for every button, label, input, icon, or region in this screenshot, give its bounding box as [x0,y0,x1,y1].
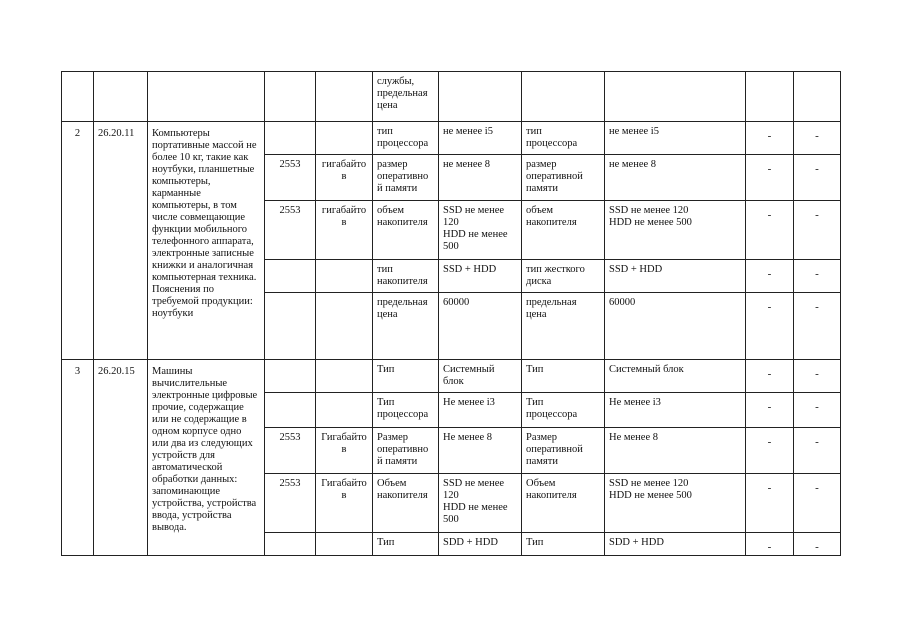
dash-cell: - [794,260,841,293]
characteristic-cell: объем накопителя [373,201,439,260]
cell-empty [148,72,265,122]
okei-code [265,122,316,155]
value-cell: не менее i5 [439,122,522,155]
dash-cell: - [794,201,841,260]
characteristic-cell: Тип процессора [522,393,605,428]
characteristic-cell: Размер оперативной памяти [522,428,605,474]
value-cell: Не менее i3 [439,393,522,428]
cell-empty [439,72,522,122]
okei-code [265,293,316,360]
dash-cell: - [794,122,841,155]
product-description: Компьютеры портативные массой не более 10 кг, такие как ноутбуки, планшетные компьютеры, карманные компьютеры, в том числе совмещающие функции мобильного телефонного аппарата, электронные записные книжки и аналогичная компьютерная техника. Пояснения по требуемой продукции: ноутбуки [148,122,265,360]
cell-empty [746,72,794,122]
value-cell: SSD не менее 120 HDD не менее 500 [439,474,522,533]
dash-cell: - [794,360,841,393]
characteristic-cell: тип процессора [522,122,605,155]
dash-cell: - [794,474,841,533]
dash-cell: - [746,260,794,293]
okei-code: 2553 [265,201,316,260]
unit-name [316,360,373,393]
characteristic-cell: тип процессора [373,122,439,155]
value-cell: SSD + HDD [439,260,522,293]
characteristic-cell: Тип процессора [373,393,439,428]
table-row [62,72,841,122]
cell-empty [62,72,94,122]
cell-empty [522,72,605,122]
unit-name [316,122,373,155]
dash-cell: - [746,360,794,393]
unit-name [316,293,373,360]
characteristic-cell: Тип [522,533,605,556]
okei-code: 2553 [265,474,316,533]
dash-cell: - [746,293,794,360]
value-cell: SDD + HDD [439,533,522,556]
dash-cell: - [746,155,794,201]
okei-code [265,533,316,556]
cell-empty [316,72,373,122]
value-cell: 60000 [605,293,746,360]
unit-name: Гигабайто в [316,428,373,474]
table-row [62,360,841,393]
value-cell: не менее i5 [605,122,746,155]
dash-cell: - [794,533,841,556]
characteristic-cell: Тип [373,360,439,393]
characteristic-cell: размер оперативной памяти [522,155,605,201]
okpd-code: 26.20.11 [94,122,148,360]
characteristic-cell: Размер оперативно й памяти [373,428,439,474]
row-number: 2 [62,122,94,360]
characteristic-cell: тип накопителя [373,260,439,293]
table-row [62,122,841,155]
cell-empty [94,72,148,122]
value-cell: Не менее i3 [605,393,746,428]
characteristic-cell: Объем накопителя [522,474,605,533]
value-cell: Системный блок [439,360,522,393]
value-cell: не менее 8 [439,155,522,201]
characteristic-cell: предельная цена [522,293,605,360]
characteristic-cell: объем накопителя [522,201,605,260]
value-cell: 60000 [439,293,522,360]
value-cell: SSD не менее 120 HDD не менее 500 [605,201,746,260]
dash-cell: - [794,155,841,201]
value-cell: SSD не менее 120 HDD не менее 500 [439,201,522,260]
procurement-requirements-table [61,71,841,556]
dash-cell: - [746,122,794,155]
value-cell: Не менее 8 [605,428,746,474]
unit-name [316,393,373,428]
dash-cell: - [794,293,841,360]
value-cell: SSD + HDD [605,260,746,293]
characteristic-cell: предельная цена [373,293,439,360]
okei-code: 2553 [265,155,316,201]
okei-code [265,260,316,293]
dash-cell: - [746,474,794,533]
cell-empty [794,72,841,122]
unit-name [316,260,373,293]
unit-name: гигабайто в [316,155,373,201]
dash-cell: - [794,393,841,428]
value-cell: SDD + HDD [605,533,746,556]
unit-name: Гигабайто в [316,474,373,533]
characteristic-cell: Тип [373,533,439,556]
dash-cell: - [746,201,794,260]
characteristic-cell: Тип [522,360,605,393]
dash-cell: - [746,428,794,474]
value-cell: SSD не менее 120 HDD не менее 500 [605,474,746,533]
unit-name: гигабайто в [316,201,373,260]
characteristic-cell: тип жесткого диска [522,260,605,293]
row-number: 3 [62,360,94,556]
dash-cell: - [794,428,841,474]
okei-code [265,393,316,428]
value-cell: не менее 8 [605,155,746,201]
okpd-code: 26.20.15 [94,360,148,556]
value-cell: Не менее 8 [439,428,522,474]
characteristic-cell: Объем накопителя [373,474,439,533]
characteristic-cell: размер оперативно й памяти [373,155,439,201]
value-cell: Системный блок [605,360,746,393]
product-description: Машины вычислительные электронные цифровые прочие, содержащие или не содержащие в одном корпусе одно или два из следующих устройств для автоматической обработки данных: запоминающие устройства, устройства ввода, устройства вывода. [148,360,265,556]
cell-empty [265,72,316,122]
dash-cell: - [746,393,794,428]
characteristic-cell: службы, предельная цена [373,72,439,122]
unit-name [316,533,373,556]
cell-empty [605,72,746,122]
okei-code [265,360,316,393]
okei-code: 2553 [265,428,316,474]
dash-cell: - [746,533,794,556]
